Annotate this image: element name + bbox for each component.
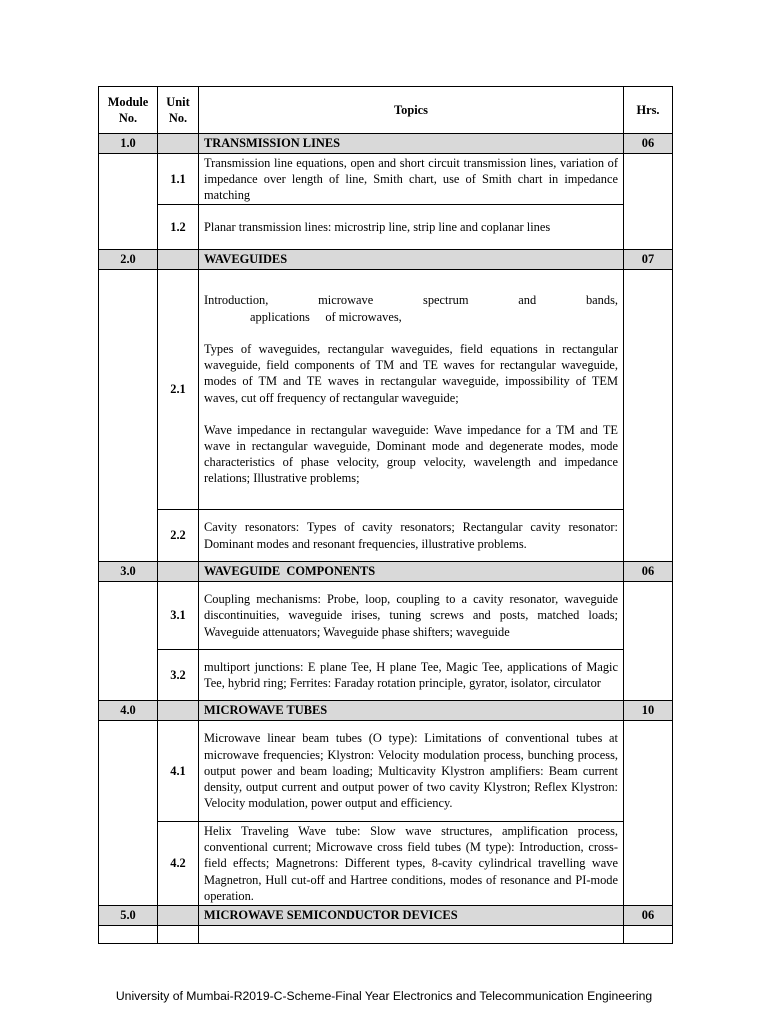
module-title: MICROWAVE TUBES [199, 701, 624, 721]
unit-topics [199, 582, 624, 650]
topic-paragraph: Transmission line equations, open and short circuit transmission lines, variation of impedance over length of line, Smith chart, use of Smith chart in impedance matching [204, 155, 618, 203]
unit-row [99, 270, 673, 510]
page-footer: University of Mumbai-R2019-C-Scheme-Final Year Electronics and Telecommunication Engineering [115, 989, 653, 1003]
module-cell-empty [99, 721, 158, 906]
syllabus-table [98, 86, 673, 944]
module-cell-empty [99, 270, 158, 562]
topic-paragraph: multiport junctions: E plane Tee, H plane Tee, Magic Tee, applications of Magic Tee, hybrid ring; Ferrites: Faraday rotation principle, gyrator, isolator, circulator [204, 659, 618, 690]
empty-cell [158, 926, 199, 944]
module-unit-empty [158, 250, 199, 270]
module-row [99, 134, 673, 154]
module-cell-empty [99, 582, 158, 701]
unit-topics [199, 510, 624, 562]
module-hrs: 06 [624, 134, 673, 154]
unit-row-empty [99, 926, 673, 944]
header-unit-no: Unit No. [158, 87, 199, 134]
header-topics: Topics [199, 87, 624, 134]
module-hrs: 07 [624, 250, 673, 270]
module-cell-empty [99, 154, 158, 250]
module-unit-empty [158, 906, 199, 926]
topic-paragraph: Helix Traveling Wave tube: Slow wave structures, amplification process, conventional current; Microwave cross field tubes (M type): Introduction, cross-field effects; Magnetrons: Different types, 8-cavity cylindrical travelling wave Magnetron, Hull cut-off and Hartree conditions, modes of resonance and PI-mode operation. [204, 823, 618, 903]
empty-cell [99, 926, 158, 944]
module-unit-empty [158, 701, 199, 721]
unit-topics [199, 721, 624, 822]
module-row [99, 250, 673, 270]
unit-number: 3.1 [158, 582, 199, 650]
topic-paragraph: Planar transmission lines: microstrip line, strip line and coplanar lines [204, 219, 551, 234]
hrs-cell-empty [624, 154, 673, 250]
hrs-cell-empty [624, 270, 673, 562]
unit-topics [199, 650, 624, 701]
unit-number: 4.2 [158, 822, 199, 906]
module-hrs: 10 [624, 701, 673, 721]
topic-paragraph: Microwave linear beam tubes (O type): Limitations of conventional tubes at microwave frequencies; Klystron: Velocity modulation process, bunching process, output power and beam loading; Multicavity Klystron amplifiers: Beam current density, output current and output power of two cavity Klystron; Reflex Klystron: Velocity modulation, power output and efficiency. [204, 731, 618, 811]
module-number: 1.0 [99, 134, 158, 154]
unit-topics [199, 205, 624, 250]
unit-number: 2.2 [158, 510, 199, 562]
topic-intro-line: Introduction, microwave spectrum and bands, [204, 293, 618, 308]
unit-row [99, 205, 673, 250]
unit-number: 2.1 [158, 270, 199, 510]
hrs-cell-empty [624, 582, 673, 701]
unit-number: 4.1 [158, 721, 199, 822]
unit-topics [199, 270, 624, 510]
module-number: 2.0 [99, 250, 158, 270]
unit-row [99, 650, 673, 701]
module-row [99, 701, 673, 721]
empty-cell [624, 926, 673, 944]
module-title: TRANSMISSION LINES [199, 134, 624, 154]
topic-paragraph: Cavity resonators: Types of cavity resonators; Rectangular cavity resonator: Dominant modes and resonant frequencies, illustrative problems. [204, 520, 618, 551]
module-unit-empty [158, 134, 199, 154]
unit-row [99, 582, 673, 650]
unit-row [99, 721, 673, 822]
topic-paragraph: Wave impedance in rectangular waveguide: Wave impedance for a TM and TE wave in rectangular waveguide, Dominant mode and degenerate modes, mode characteristics of phase velocity, group velocity, wavelength and impedance relations; Illustrative problems; [204, 422, 618, 486]
empty-cell [199, 926, 624, 944]
unit-row [99, 510, 673, 562]
module-row [99, 906, 673, 926]
topic-paragraph: Coupling mechanisms: Probe, loop, coupling to a cavity resonator, waveguide discontinuities, waveguide irises, tuning screws and posts, matched loads; Waveguide attenuators; Waveguide phase shifters; waveguide [204, 592, 618, 639]
unit-number: 1.1 [158, 154, 199, 205]
module-title: WAVEGUIDES [199, 250, 624, 270]
module-hrs: 06 [624, 562, 673, 582]
topic-paragraph: Types of waveguides, rectangular waveguides, field equations in rectangular waveguide, field components of TM and TE waves for rectangular waveguide, modes of TM and TE waves in rectangular waveguide, impossibility of TEM waves, cut off frequency of rectangular waveguide; [204, 341, 618, 405]
module-title: MICROWAVE SEMICONDUCTOR DEVICES [199, 906, 624, 926]
unit-number: 1.2 [158, 205, 199, 250]
module-title: WAVEGUIDE COMPONENTS [199, 562, 624, 582]
topic-intro-line: applications of microwaves, [250, 309, 402, 324]
module-hrs: 06 [624, 906, 673, 926]
table-header-row [99, 87, 673, 134]
module-number: 5.0 [99, 906, 158, 926]
unit-number: 3.2 [158, 650, 199, 701]
module-number: 4.0 [99, 701, 158, 721]
module-unit-empty [158, 562, 199, 582]
module-number: 3.0 [99, 562, 158, 582]
header-hrs: Hrs. [624, 87, 673, 134]
header-module-no: Module No. [99, 87, 158, 134]
module-row [99, 562, 673, 582]
unit-topics [199, 822, 624, 906]
unit-topics [199, 154, 624, 205]
unit-row [99, 822, 673, 906]
unit-row [99, 154, 673, 205]
hrs-cell-empty [624, 721, 673, 906]
